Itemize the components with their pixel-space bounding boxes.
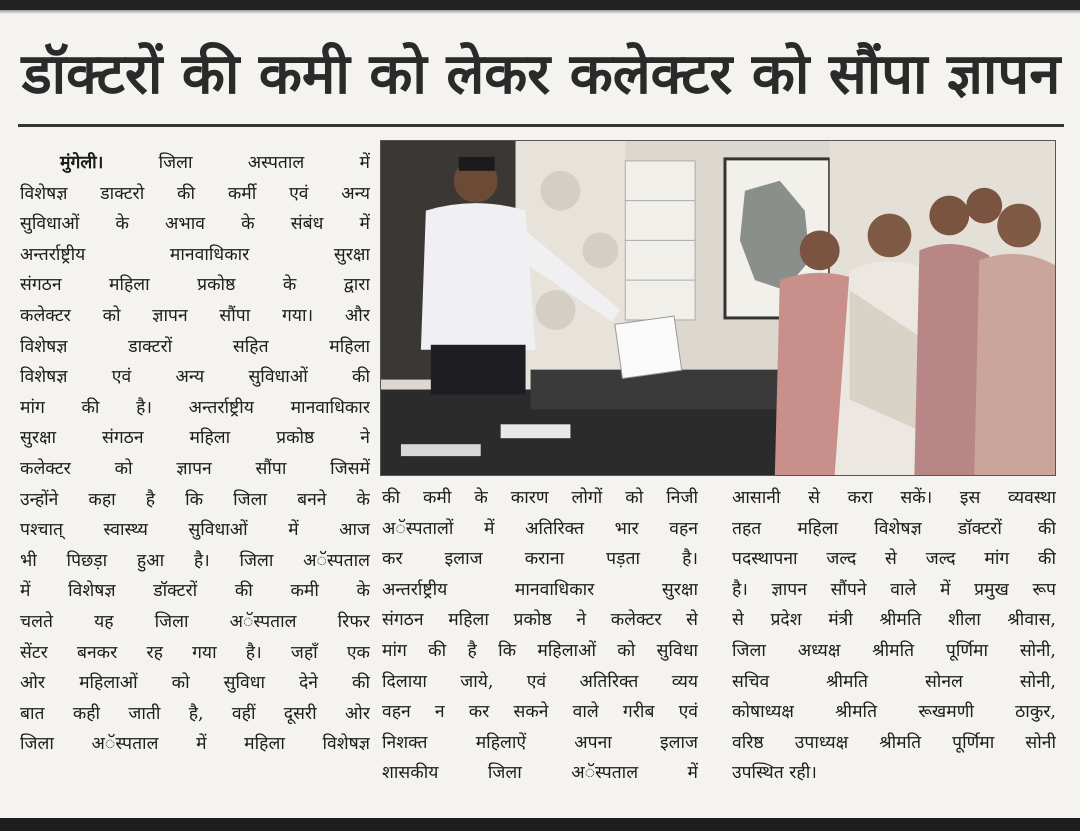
- article-line: दिलाया जाये, एवं अतिरिक्त व्यय: [382, 671, 698, 692]
- article-line: है। ज्ञापन सौंपने वाले में प्रमुख रूप: [732, 579, 1056, 600]
- article-column-2: [382, 483, 698, 789]
- page-top-band: [0, 0, 1080, 10]
- article-line: निशक्त महिलाऐं अपना इलाज: [382, 732, 698, 753]
- article-line: उन्होंने कहा है कि जिला बनने के: [20, 489, 370, 510]
- article-line: कर इलाज कराना पड़ता है।: [382, 549, 698, 570]
- article-line: बात कही जाती है, वहीं दूसरी ओर: [20, 703, 370, 724]
- article-headline: डॉक्टरों की कमी को लेकर कलेक्टर को सौंपा ज्ञापन: [21, 42, 1061, 107]
- article-line: अन्तर्राष्ट्रीय मानवाधिकार सुरक्षा: [20, 244, 370, 265]
- article-line: संगठन महिला प्रकोष्ठ ने कलेक्टर से: [382, 610, 698, 631]
- article-line: ओर महिलाओं को सुविधा देने की: [20, 673, 370, 694]
- article-column-3: [732, 483, 1056, 789]
- article-line: विशेषज्ञ डाक्टरों सहित महिला: [20, 336, 370, 357]
- article-line: से प्रदेश मंत्री श्रीमति शीला श्रीवास,: [732, 610, 1056, 631]
- article-line: मांग की है। अन्तर्राष्ट्रीय मानवाधिकार: [20, 397, 370, 418]
- article-line: की कमी के कारण लोगों को निजी: [382, 488, 698, 508]
- article-line: विशेषज्ञ एवं अन्य सुविधाओं की: [20, 367, 370, 388]
- article-text: जिला अस्पताल में: [158, 153, 370, 173]
- article-line: पदस्थापना जल्द से जल्द मांग की: [732, 549, 1056, 570]
- article-line: [20, 148, 370, 179]
- headline-rule: [18, 124, 1064, 127]
- article-line: चलते यह जिला अॅस्पताल रिफर: [20, 611, 370, 632]
- article-line: पश्चात् स्वास्थ्य सुविधाओं में आज: [20, 520, 370, 541]
- article-line: सचिव श्रीमति सोनल सोनी,: [732, 671, 1056, 692]
- article-line: तहत महिला विशेषज्ञ डॉक्टरों की: [732, 518, 1056, 539]
- article-line: भी पिछड़ा हुआ है। जिला अॅस्पताल: [20, 550, 370, 571]
- article-line: सुविधाओं के अभाव के संबंध में: [20, 214, 370, 235]
- article-line: उपस्थित रही।: [732, 763, 817, 784]
- article-line: कलेक्टर को ज्ञापन सौंपा जिसमें: [20, 458, 370, 479]
- article-line: जिला अध्यक्ष श्रीमति पूर्णिमा सोनी,: [732, 640, 1056, 661]
- article-line: सेंटर बनकर रह गया है। जहाँ एक: [20, 642, 370, 663]
- article-line: अन्तर्राष्ट्रीय मानवाधिकार सुरक्षा: [382, 579, 698, 600]
- page-bottom-band: [0, 818, 1080, 831]
- article-line: शासकीय जिला अॅस्पताल में: [382, 763, 698, 784]
- article-line: आसानी से करा सकें। इस व्यवस्था: [732, 488, 1056, 508]
- article-column-1: [20, 148, 370, 760]
- article-line: सुरक्षा संगठन महिला प्रकोष्ठ ने: [20, 428, 370, 449]
- article-photo: [380, 140, 1056, 476]
- article-line: कलेक्टर को ज्ञापन सौंपा गया। और: [20, 305, 370, 326]
- article-line: में विशेषज्ञ डॉक्टरों की कमी के: [20, 581, 370, 602]
- article-line: मांग की है कि महिलाओं को सुविधा: [382, 640, 698, 661]
- photo-illustration: [381, 141, 1055, 475]
- article-line: कोषाध्यक्ष श्रीमति रूखमणी ठाकुर,: [732, 702, 1056, 723]
- article-line: विशेषज्ञ डाक्टरो की कर्मी एवं अन्य: [20, 183, 370, 204]
- article-line: जिला अॅस्पताल में महिला विशेषज्ञ: [20, 734, 370, 755]
- article-line: वरिष्ठ उपाध्यक्ष श्रीमति पूर्णिमा सोनी: [732, 732, 1056, 753]
- article-line: अॅस्पतालों में अतिरिक्त भार वहन: [382, 518, 698, 539]
- article-line: संगठन महिला प्रकोष्ठ के द्वारा: [20, 275, 370, 296]
- article-dateline: मुंगेली।: [60, 153, 104, 173]
- article-line: वहन न कर सकने वाले गरीब एवं: [382, 702, 698, 723]
